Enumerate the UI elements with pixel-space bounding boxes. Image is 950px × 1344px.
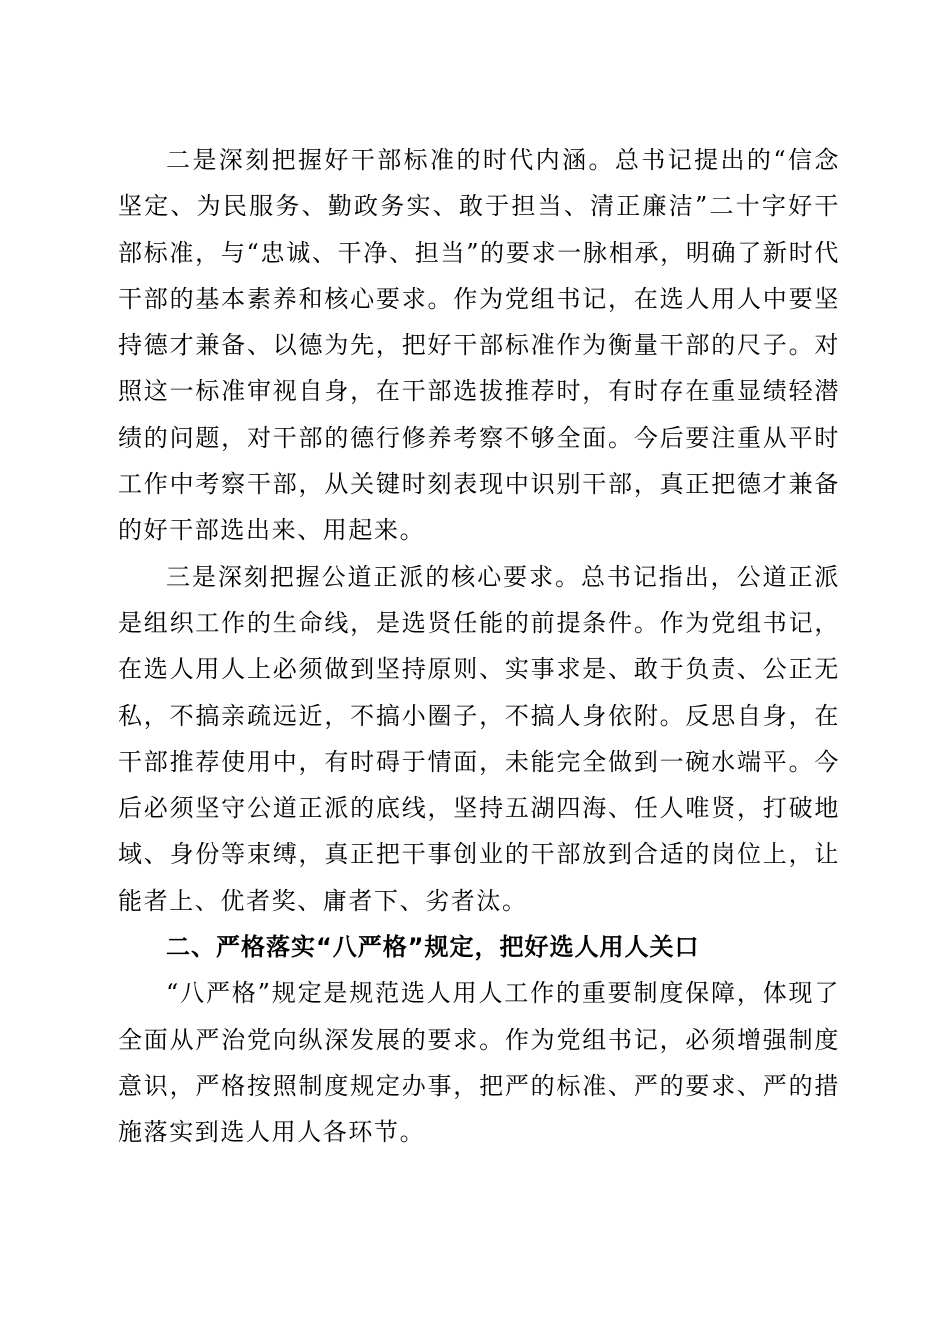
document-body bbox=[118, 137, 840, 1156]
paragraph-text: 总书记提出的“信念坚定、为民服务、勤政务实、敢于担当、清正廉洁”二十字好干部标准，与“忠诚、干净、担当”的要求一脉相承，明确了新时代干部的基本素养和核心要求。作为党组书记，在选人用人中要坚持德才兼备、以德为先，把好干部标准作为衡量干部的尺子。对照这一标准审视自身，在干部选拔推荐时，有时存在重显绩轻潜绩的问题，对干部的德行修养考察不够全面。今后要注重从平时工作中考察干部，从关键时刻表现中识别干部，真正把德才兼备的好干部选出来、用起来。 bbox=[118, 146, 840, 545]
paragraph-eight-strict: “八严格”规定是规范选人用人工作的重要制度保障，体现了全面从严治党向纵深发展的要求。作为党组书记，必须增强制度意识，严格按照制度规定办事，把严的标准、严的要求、严的措施落实到选人用人各环节。 bbox=[118, 979, 840, 1147]
section-heading: 二、严格落实“八严格”规定，把好选人用人关口 bbox=[166, 933, 700, 962]
paragraph-fairness bbox=[118, 554, 840, 924]
paragraph-lead: 二是深刻把握好干部标准的时代内涵。 bbox=[166, 146, 615, 174]
paragraph-cadre-standards bbox=[118, 137, 840, 554]
paragraph-text: 总书记指出，公道正派是组织工作的生命线，是选贤任能的前提条件。作为党组书记，在选人用人上必须做到坚持原则、实事求是、敢于负责、公正无私，不搞亲疏远近，不搞小圈子，不搞人身依附。反思自身，在干部推荐使用中，有时碍于情面，未能完全做到一碗水端平。今后必须坚守公道正派的底线，坚持五湖四海、任人唯贤，打破地域、身份等束缚，真正把干事创业的干部放到合适的岗位上，让能者上、优者奖、庸者下、劣者汰。 bbox=[118, 562, 840, 915]
paragraph-lead: 三是深刻把握公道正派的核心要求。 bbox=[166, 562, 581, 591]
